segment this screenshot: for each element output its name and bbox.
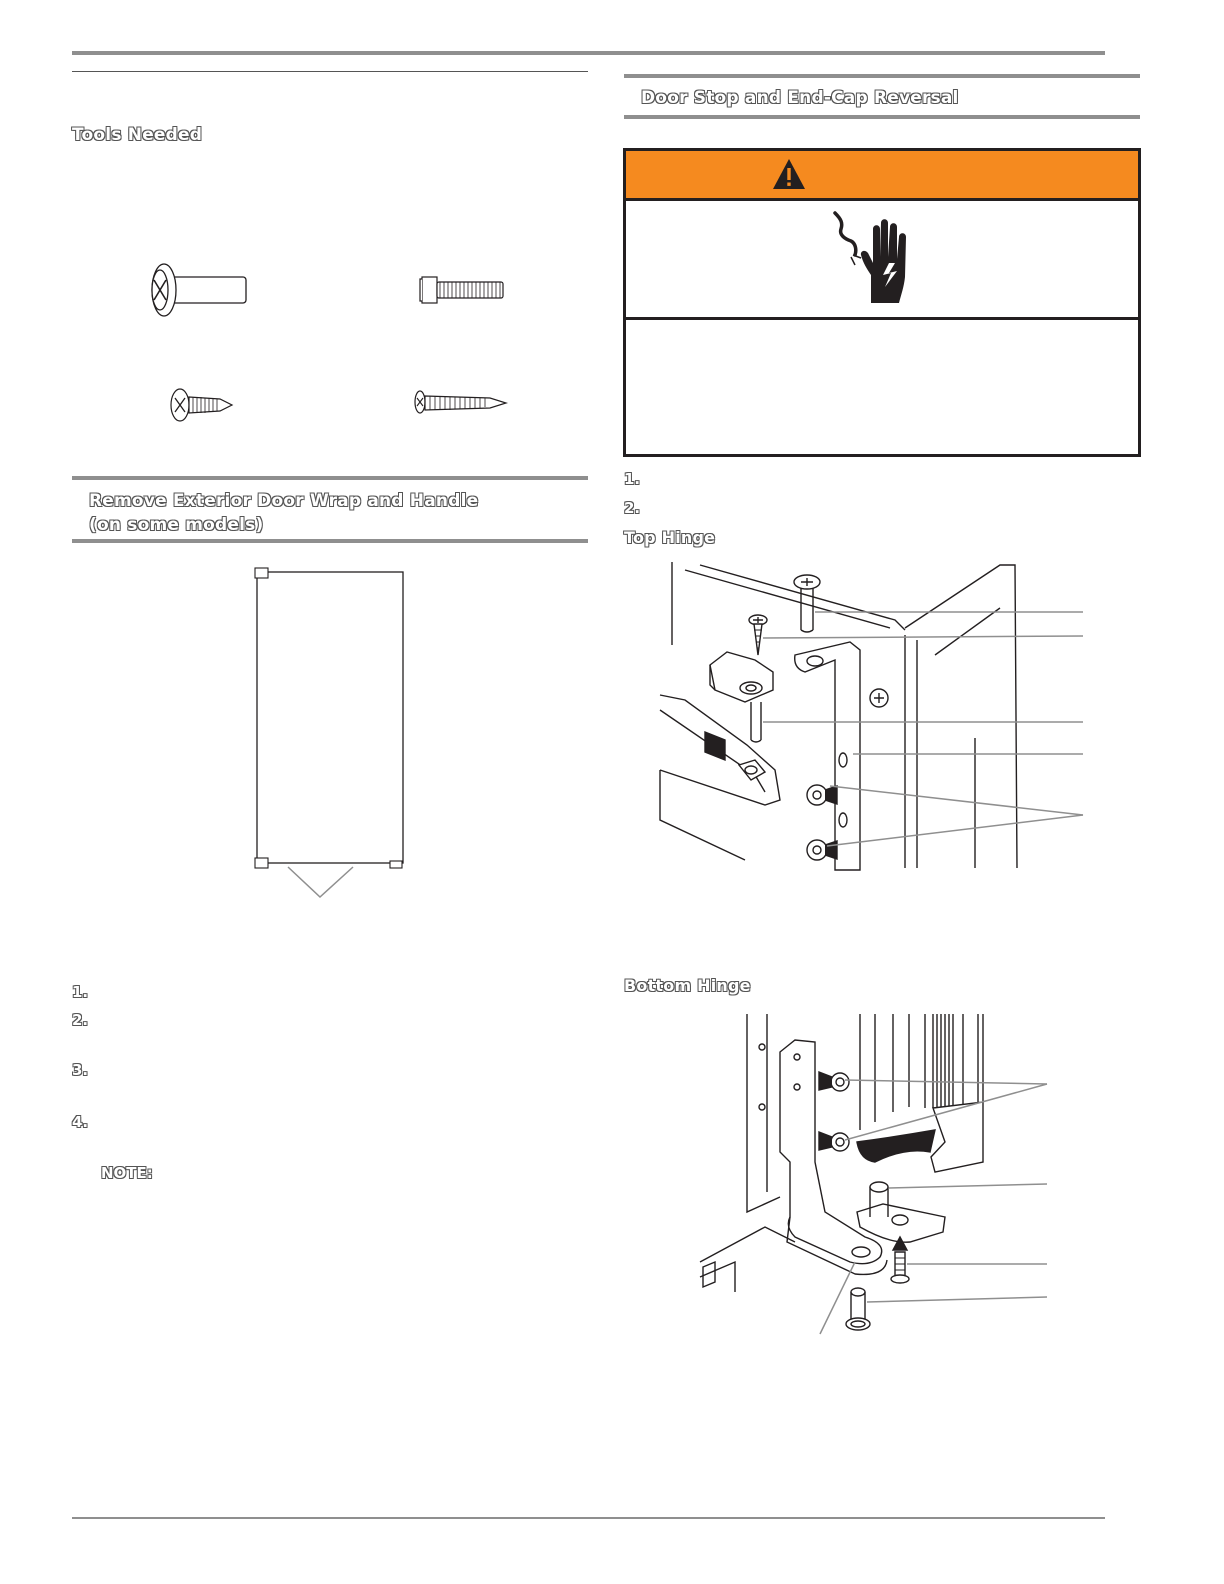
top-hinge-illustration xyxy=(655,560,1090,872)
left-step-4: 4. xyxy=(72,1113,89,1131)
note-label: NOTE: xyxy=(101,1164,153,1182)
left-step-1: 1. xyxy=(72,983,89,1001)
door-stop-heading-top-rule xyxy=(624,74,1140,78)
remove-heading-line1: Remove Exterior Door Wrap and Handle xyxy=(89,491,479,511)
warning-header-bar xyxy=(626,151,1138,201)
page-top-rule xyxy=(72,51,1105,55)
right-step-2: 2. xyxy=(624,499,641,517)
left-step-3: 3. xyxy=(72,1061,89,1079)
long-screw-icon xyxy=(415,391,506,413)
short-screw-icon xyxy=(171,389,232,421)
page-bottom-rule xyxy=(72,1517,1105,1519)
hex-bolt-icon xyxy=(420,277,503,303)
remove-heading-top-rule xyxy=(72,476,588,480)
shoulder-screw-icon xyxy=(152,264,246,316)
left-step-2: 2. xyxy=(72,1011,89,1029)
top-hinge-heading: Top Hinge xyxy=(624,528,716,547)
door-stop-heading: Door Stop and End-Cap Reversal xyxy=(641,88,959,108)
right-step-1: 1. xyxy=(624,470,641,488)
remove-door-wrap-heading xyxy=(89,489,478,537)
warning-symbol-panel xyxy=(626,201,1138,320)
remove-heading-line2: (on some models) xyxy=(89,515,264,535)
remove-heading-bottom-rule xyxy=(72,539,588,543)
warning-box xyxy=(623,148,1141,457)
bottom-hinge-heading: Bottom Hinge xyxy=(624,976,751,995)
door-outline-illustration xyxy=(250,565,410,900)
left-column-top-rule xyxy=(72,71,588,72)
bottom-hinge-illustration xyxy=(695,1012,1050,1337)
hardware-illustrations xyxy=(140,255,520,430)
electrical-shock-hand-icon xyxy=(831,211,921,306)
warning-triangle-icon xyxy=(772,158,806,190)
door-stop-heading-bottom-rule xyxy=(624,115,1140,119)
tools-needed-heading: Tools Needed xyxy=(72,125,203,145)
